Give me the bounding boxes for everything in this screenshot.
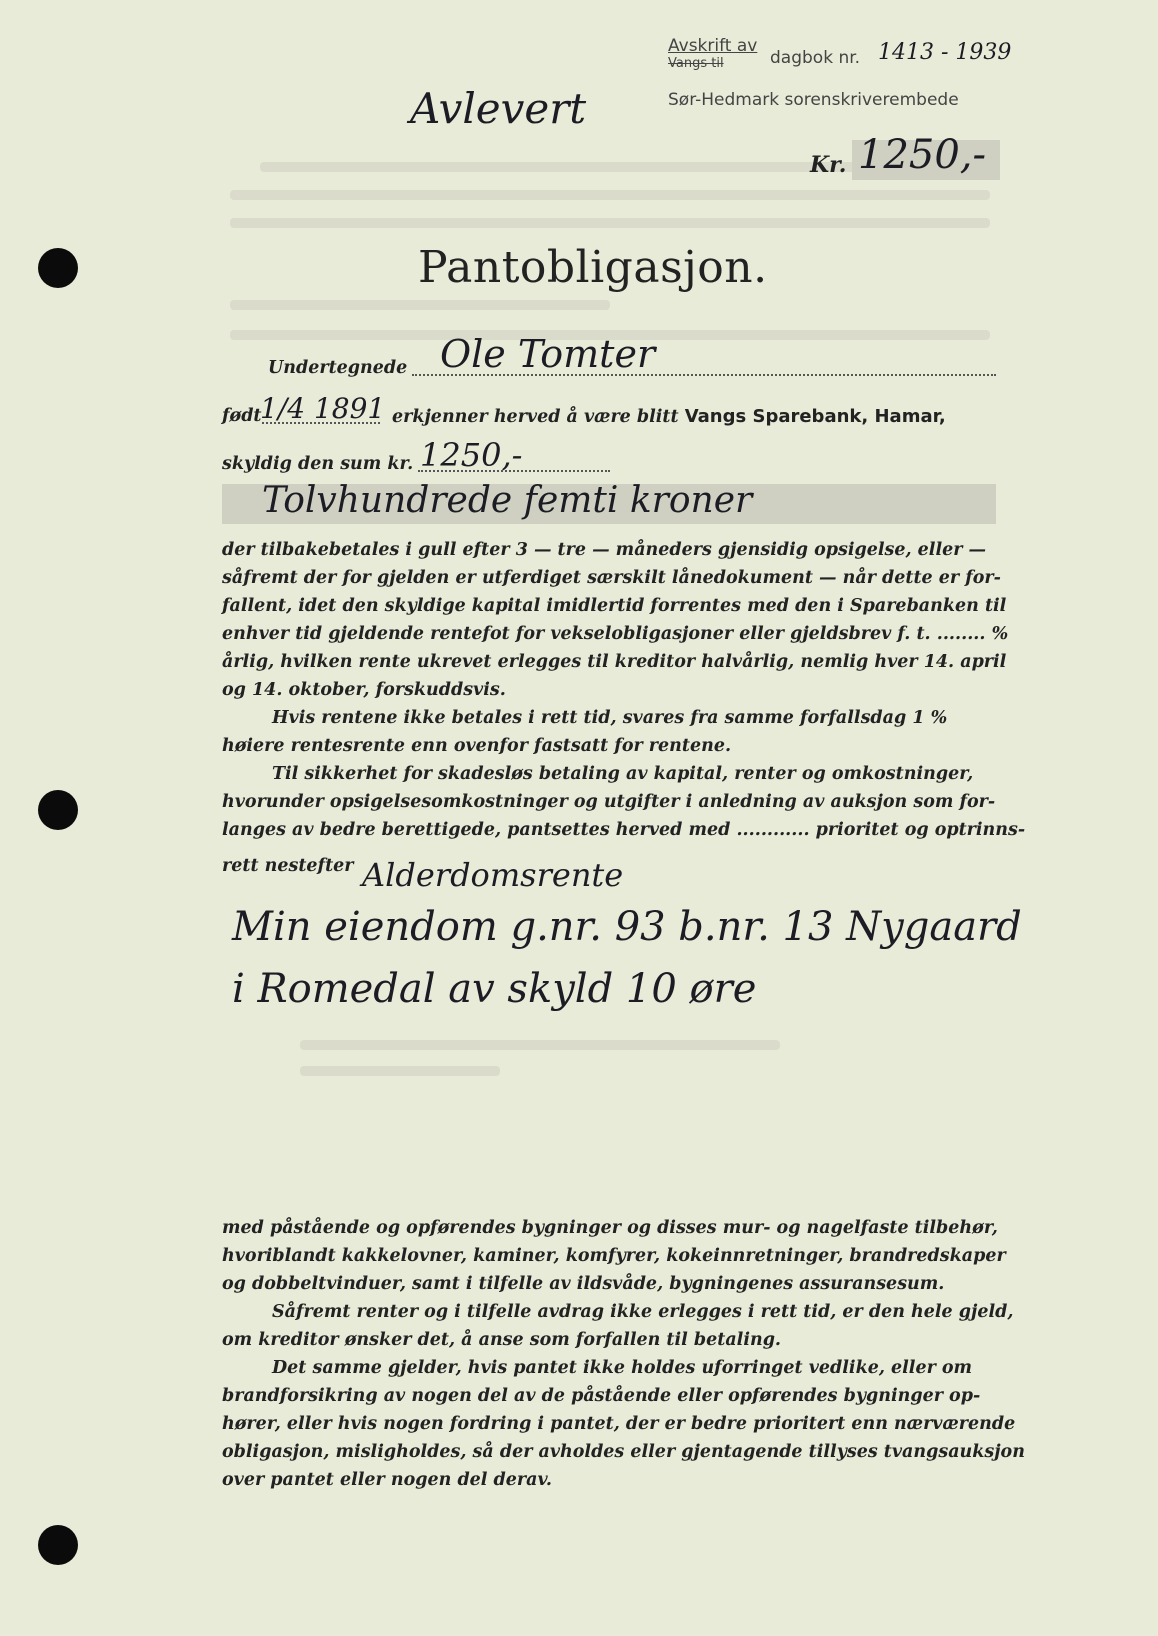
- header-dagbok-label: dagbok nr.: [770, 48, 861, 68]
- bleed-through-mark: [300, 1040, 780, 1050]
- punch-hole-top: [38, 248, 78, 288]
- body-line: Såfremt renter og i tilfelle avdrag ikke erlegges i rett tid, er den hele gjeld,: [272, 1302, 1014, 1322]
- header-struck-word: Vangs til: [668, 56, 724, 71]
- body-line: Til sikkerhet for skadesløs betaling av kapital, renter og omkostninger,: [272, 764, 974, 784]
- undertegnede-value: Ole Tomter: [440, 332, 656, 376]
- skyldig-label: skyldig den sum kr.: [222, 454, 414, 474]
- bleed-through-mark: [300, 1066, 500, 1076]
- amount-currency-label: Kr.: [810, 152, 847, 178]
- handwritten-property-line: i Romedal av skyld 10 øre: [232, 966, 757, 1012]
- body-line: og dobbeltvinduer, samt i tilfelle av ildsvåde, bygningenes assuransesum.: [222, 1274, 945, 1294]
- body-line: rett nestefter: [222, 856, 354, 876]
- body-line: obligasjon, misligholdes, så der avholdes eller gjentagende tillyses tvangsauksjon: [222, 1442, 1025, 1462]
- body-line: høiere rentesrente enn ovenfor fastsatt for rentene.: [222, 736, 732, 756]
- page-title: Pantobligasjon.: [418, 242, 768, 293]
- undertegnede-label: Undertegnede: [268, 358, 408, 378]
- body-line: enhver tid gjeldende rentefot for vekselobligasjoner eller gjeldsbrev f. t. ........ %: [222, 624, 1009, 644]
- body-line: og 14. oktober, forskuddsvis.: [222, 680, 506, 700]
- bleed-through-mark: [230, 190, 990, 200]
- body-line: over pantet eller nogen del derav.: [222, 1470, 552, 1490]
- body-line: om kreditor ønsker det, å anse som forfallen til betaling.: [222, 1330, 782, 1350]
- body-line: Det samme gjelder, hvis pantet ikke holdes uforringet vedlike, eller om: [272, 1358, 973, 1378]
- handwritten-note: Avlevert: [410, 84, 587, 133]
- body-line: hvorunder opsigelsesomkostninger og utgifter i anledning av auksjon som for-: [222, 792, 996, 812]
- punch-hole-bottom: [38, 1525, 78, 1565]
- header-avskrift: [668, 36, 757, 56]
- body-line: hører, eller hvis nogen fordring i pantet, der er bedre prioritert enn nærværende: [222, 1414, 1016, 1434]
- header-office: Sør-Hedmark sorenskriverembede: [668, 90, 959, 110]
- handwritten-priority: Alderdomsrente: [362, 856, 624, 894]
- erkjenner-text: [392, 406, 946, 427]
- body-line: Hvis rentene ikke betales i rett tid, svares fra samme forfallsdag 1 %: [272, 708, 948, 728]
- body-line: årlig, hvilken rente ukrevet erlegges til kreditor halvårlig, nemlig hver 14. april: [222, 652, 1007, 672]
- amount-value: 1250,-: [858, 132, 987, 178]
- erkjenner-label: erkjenner herved å være blitt: [392, 407, 679, 427]
- fodt-label: født: [222, 406, 262, 426]
- bank-name: Vangs Sparebank, Hamar,: [684, 406, 946, 427]
- body-line: brandforsikring av nogen del av de påstående eller opførendes bygninger op-: [222, 1386, 981, 1406]
- body-line: med påstående og opførendes bygninger og disses mur- og nagelfaste tilbehør,: [222, 1218, 998, 1238]
- body-line: hvoriblandt kakkelovner, kaminer, komfyrer, kokeinnretninger, brandredskaper: [222, 1246, 1006, 1266]
- handwritten-property-line: Min eiendom g.nr. 93 b.nr. 13 Nygaard: [232, 904, 1022, 950]
- header-dagbok-number: 1413 - 1939: [878, 40, 1012, 65]
- amount-in-words: Tolvhundrede femti kroner: [262, 480, 753, 521]
- avskrift-label: Avskrift av: [668, 36, 758, 56]
- punch-hole-middle: [38, 790, 78, 830]
- fodt-value: 1/4 1891: [260, 392, 386, 425]
- bleed-through-mark: [230, 300, 610, 310]
- body-line: der tilbakebetales i gull efter 3 — tre — måneders gjensidig opsigelse, eller —: [222, 540, 987, 560]
- skyldig-value: 1250,-: [420, 436, 523, 474]
- body-line: såfremt der for gjelden er utferdiget særskilt lånedokument — når dette er for-: [222, 568, 1001, 588]
- body-line: fallent, idet den skyldige kapital imidlertid forrentes med den i Sparebanken til: [222, 596, 1007, 616]
- body-line: langes av bedre berettigede, pantsettes herved med ............ prioritet og optrinns-: [222, 820, 1026, 840]
- bleed-through-mark: [230, 218, 990, 228]
